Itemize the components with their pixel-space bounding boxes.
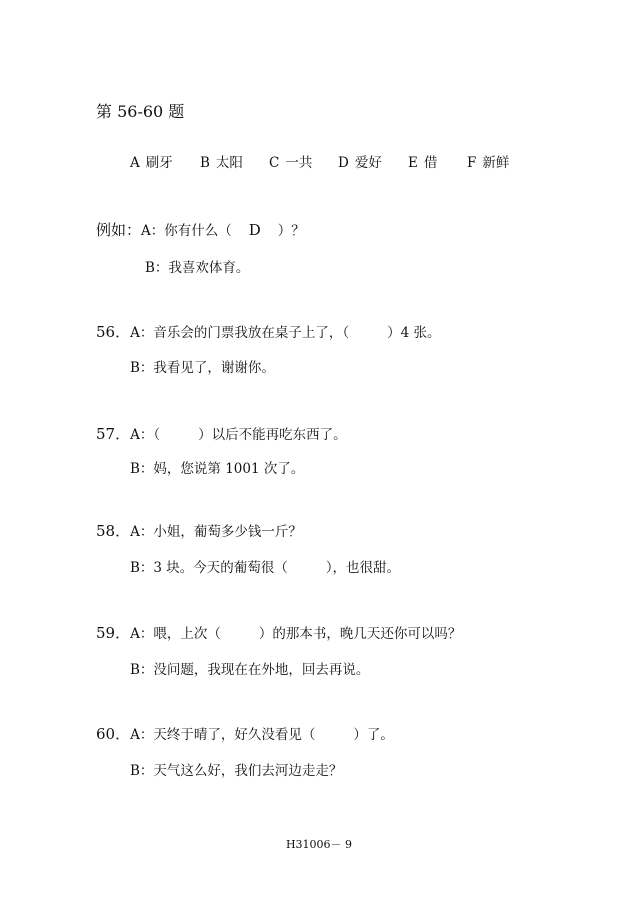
section-title: 第 56-60 题 [96,102,185,121]
option-word: 新鲜 [482,155,510,171]
question-60-a [96,723,394,744]
question-number: 58． [96,522,131,540]
question-number: 57． [96,425,131,443]
example-line-b: B：我喜欢体育。 [145,260,250,276]
option-word: 借 [423,155,438,171]
option-letter: B [200,155,210,171]
question-a-text-after: ）的那本书，晚几天还你可以吗？ [258,626,462,642]
question-number: 56． [96,323,131,341]
question-60-b: B：天气这么好，我们去河边走走？ [130,763,343,779]
option-letter: A [130,155,140,171]
question-a-text-after: ）4 张。 [387,325,441,341]
example-line-a [96,219,305,240]
question-56-b: B：我看见了，谢谢你。 [130,360,275,376]
option-word: 太阳 [215,155,243,171]
question-59-b: B：没问题，我现在在外地，回去再说。 [130,662,370,678]
question-b-text: B：3 块。今天的葡萄很（ [130,560,288,576]
question-57-a [96,423,347,444]
example-a-suffix: ）？ [277,223,305,239]
example-label: 例如： [96,221,142,239]
option-e [408,151,437,171]
question-number: 59． [96,624,131,642]
option-letter: C [269,155,280,171]
question-56-a [96,321,440,342]
option-word: 爱好 [354,155,382,171]
option-a [130,151,173,171]
question-b-text-after: ），也很甜。 [325,560,401,576]
example-answer: D [248,221,261,239]
option-letter: E [408,155,418,171]
question-a-text: A：天终于晴了，好久没看见（ [130,727,316,743]
option-f [467,151,509,171]
question-59-a [96,622,461,643]
question-57-b: B：妈，您说第 1001 次了。 [130,461,305,477]
question-a-text: A：喂，上次（ [130,626,221,642]
question-a-text: A：小姐，葡萄多少钱一斤？ [130,524,302,540]
option-d [338,151,382,171]
page-footer: H31006－ 9 [285,838,353,851]
question-a-text: A：音乐会的门票我放在桌子上了，（ [130,325,350,341]
example-a-prefix: A：你有什么（ [141,223,232,239]
question-a-text-after: ）以后不能再吃东西了。 [198,427,347,443]
question-58-b [130,556,400,576]
option-word: 刷牙 [145,155,173,171]
question-a-text-after: ）了。 [353,727,394,743]
option-b [200,151,243,171]
option-letter: D [338,155,349,171]
option-letter: F [467,155,477,171]
question-a-text: A：（ [130,427,161,443]
question-58-a [96,520,302,541]
option-word: 一共 [285,155,313,171]
question-number: 60． [96,725,131,743]
option-c [269,151,312,171]
